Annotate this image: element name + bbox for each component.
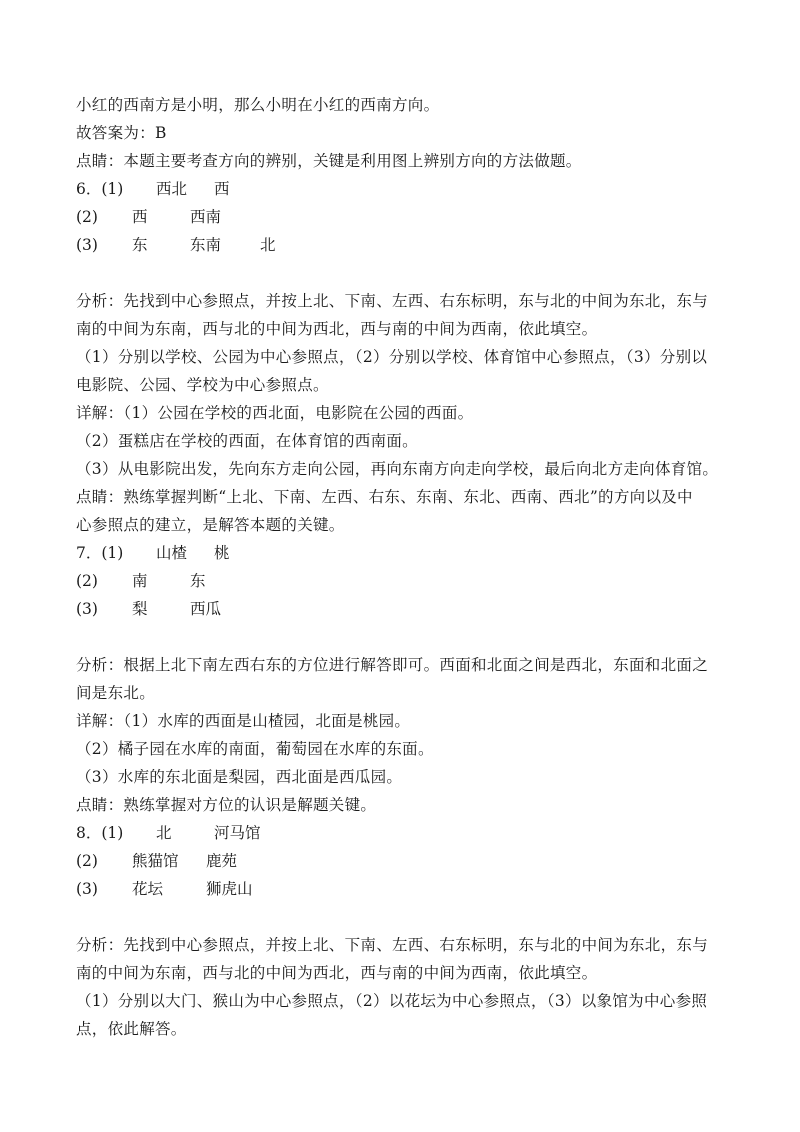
q6-detail-line-1: 详解：（1）公园在学校的西北面，电影院在公园的西面。	[76, 404, 474, 422]
q8-row2-answer-b: 鹿苑	[206, 852, 238, 870]
q8-answer-row-3	[76, 878, 253, 900]
q8-analysis-line-2: 南的中间为东南，西与北的中间为西北，西与南的中间为西南，依此填空。	[76, 964, 598, 982]
text-line: 小红的西南方是小明，那么小明在小红的西南方向。	[76, 96, 440, 114]
q7-analysis-line-2: 间是东北。	[76, 684, 156, 702]
q7-tip-line-1: 点睛：熟练掌握对方位的认识是解题关键。	[76, 796, 377, 814]
q8-row3-answer-b: 狮虎山	[206, 880, 253, 898]
q7-detail-line-1: 详解：（1）水库的西面是山楂园，北面是桃园。	[76, 712, 411, 730]
q6-row3-answer-b: 东南	[190, 236, 222, 254]
q6-row3-answer-a: 东	[132, 236, 148, 254]
q7-row3-answer-b: 西瓜	[190, 600, 222, 618]
q8-row2-answer-a: 熊猫馆	[132, 852, 179, 870]
q8-row1-answer-a: 北	[156, 824, 172, 842]
q6-analysis-line-3: （1）分别以学校、公园为中心参照点，（2）分别以学校、体育馆中心参照点，（3）分别以	[76, 348, 708, 366]
tip-line: 点睛：本题主要考查方向的辨别，关键是利用图上辨别方向的方法做题。	[76, 152, 582, 170]
q7-answer-row-3	[76, 598, 221, 620]
q8-row1-answer-b: 河马馆	[214, 824, 261, 842]
q6-analysis-line-4: 电影院、公园、学校为中心参照点。	[76, 376, 329, 394]
q8-row2-number: (2)	[76, 852, 98, 870]
q6-row1-number: 6．(1)	[76, 180, 124, 198]
q6-row1-answer-b: 西	[214, 180, 230, 198]
q7-row1-number: 7．(1)	[76, 544, 124, 562]
q6-row1-answer-a: 西北	[156, 180, 188, 198]
q7-row2-answer-b: 东	[190, 572, 206, 590]
q6-analysis-line-1: 分析：先找到中心参照点，并按上北、下南、左西、右东标明，东与北的中间为东北，东与	[76, 292, 709, 310]
q6-tip-line-2: 心参照点的建立，是解答本题的关键。	[76, 516, 345, 534]
q6-analysis-line-2: 南的中间为东南，西与北的中间为西北，西与南的中间为西南，依此填空。	[76, 320, 598, 338]
q6-detail-line-2: （2）蛋糕店在学校的西面，在体育馆的西南面。	[76, 432, 418, 450]
q7-detail-line-3: （3）水库的东北面是梨园，西北面是西瓜园。	[76, 768, 403, 786]
q7-row2-answer-a: 南	[132, 572, 148, 590]
q6-row3-answer-c: 北	[260, 236, 276, 254]
q7-row3-number: (3)	[76, 600, 98, 618]
q7-row2-number: (2)	[76, 572, 98, 590]
q6-answer-row-2	[76, 206, 221, 228]
q8-answer-row-1	[76, 822, 261, 844]
q7-row3-answer-a: 梨	[132, 600, 148, 618]
q6-answer-row-3	[76, 234, 276, 256]
q8-analysis-line-3: （1）分别以大门、猴山为中心参照点，（2）以花坛为中心参照点，（3）以象馆为中心参照	[76, 992, 708, 1010]
q7-row1-answer-a: 山楂	[156, 544, 188, 562]
q6-row2-number: (2)	[76, 208, 98, 226]
q8-row3-number: (3)	[76, 880, 98, 898]
q7-answer-row-2	[76, 570, 206, 592]
q8-analysis-line-4: 点，依此解答。	[76, 1020, 187, 1038]
q7-answer-row-1	[76, 542, 230, 564]
q8-row1-number: 8．(1)	[76, 824, 124, 842]
answer-line: 故答案为：B	[76, 124, 167, 142]
q6-detail-line-3: （3）从电影院出发，先向东方走向公园，再向东南方向走向学校，最后向北方走向体育馆。	[76, 460, 719, 478]
q6-answer-row-1	[76, 178, 230, 200]
q6-row2-answer-b: 西南	[190, 208, 222, 226]
q8-analysis-line-1: 分析：先找到中心参照点，并按上北、下南、左西、右东标明，东与北的中间为东北，东与	[76, 936, 709, 954]
q6-tip-line-1: 点睛：熟练掌握判断“上北、下南、左西、右东、东南、东北、西南、西北”的方向以及中	[76, 488, 693, 506]
q7-analysis-line-1: 分析：根据上北下南左西右东的方位进行解答即可。西面和北面之间是西北，东面和北面之	[76, 656, 709, 674]
q8-answer-row-2	[76, 850, 237, 872]
q6-row3-number: (3)	[76, 236, 98, 254]
q7-row1-answer-b: 桃	[214, 544, 230, 562]
q7-detail-line-2: （2）橘子园在水库的南面，葡萄园在水库的东面。	[76, 740, 434, 758]
q6-row2-answer-a: 西	[132, 208, 148, 226]
q8-row3-answer-a: 花坛	[132, 880, 164, 898]
